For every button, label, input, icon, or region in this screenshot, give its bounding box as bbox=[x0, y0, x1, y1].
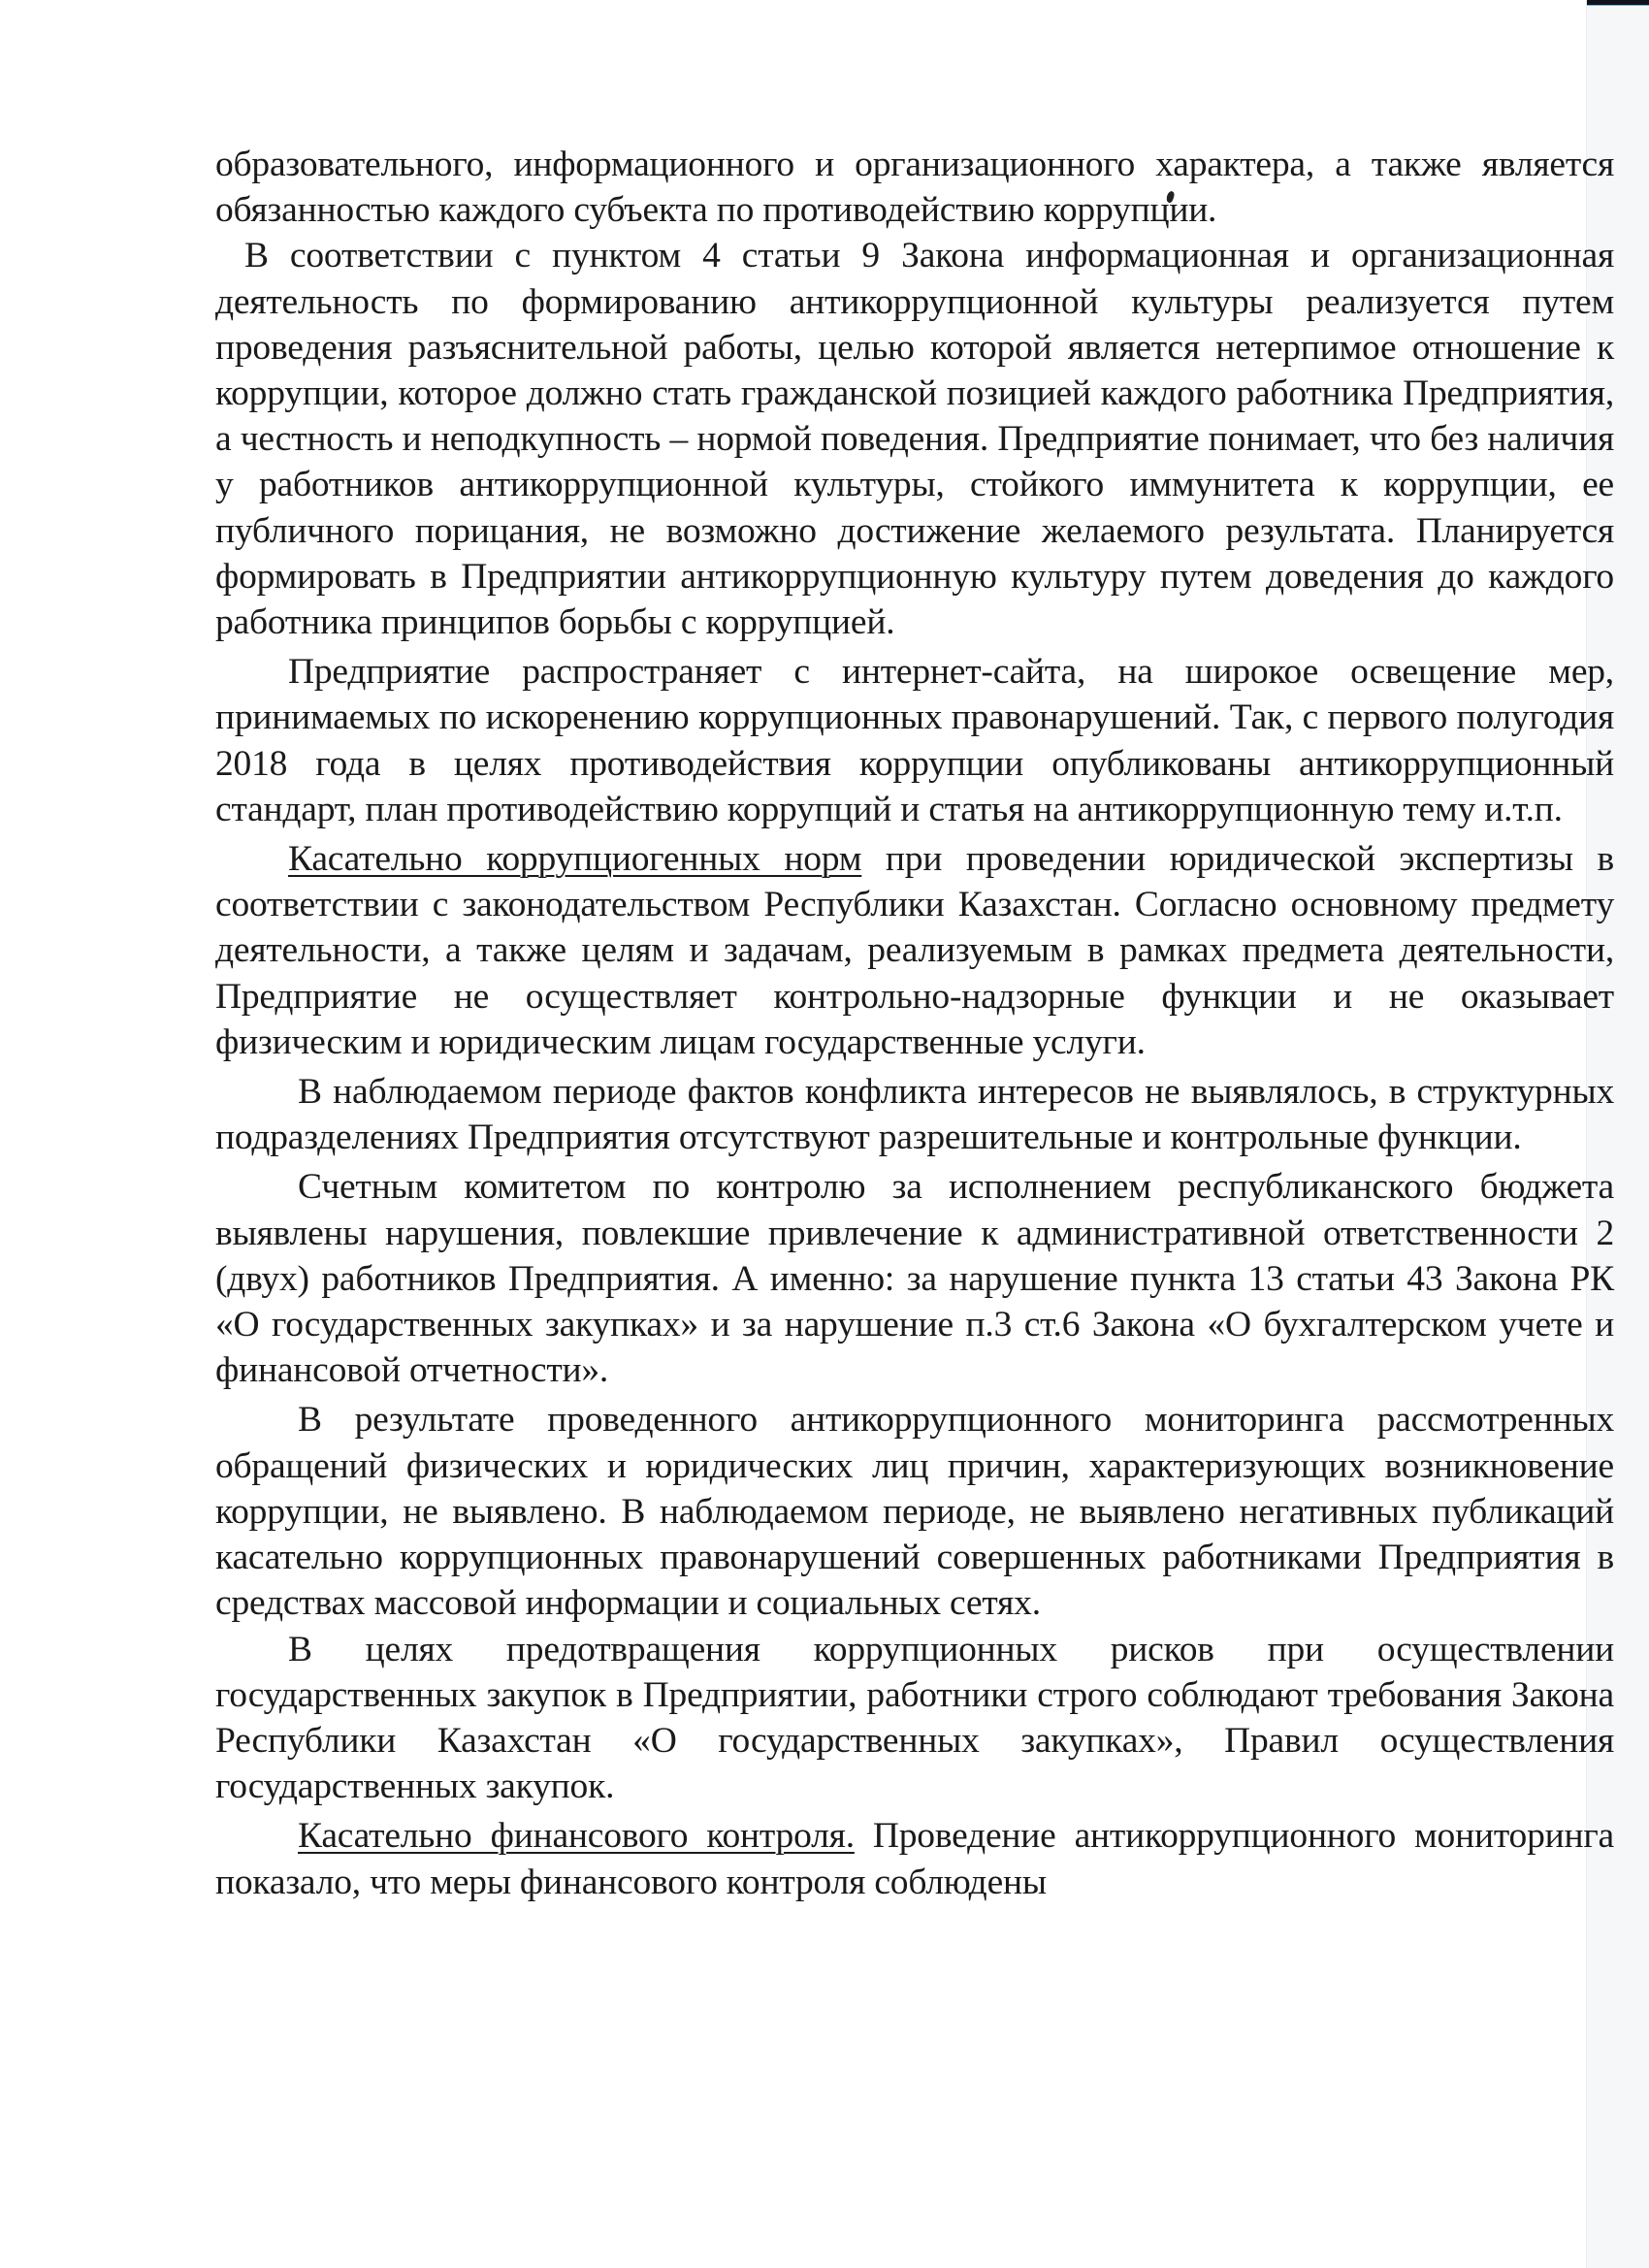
scanner-corner-mark bbox=[1587, 0, 1649, 6]
paragraph-article-9: В соответствии с пунктом 4 статьи 9 Закона информационная и организационная деятельность по формированию антикоррупционной культуры реализуется путем проведения разъяснительной работы, целью которой является нетерпимое отношение к коррупции, которое должно стать гражданской позицией каждого работника Предприятия, а честность и неподкупность – нормой поведения. Предприятие понимает, что без наличия у работников антикоррупционной культуры, стойкого иммунитета к коррупции, ее публичного порицания, не возможно достижение желаемого результата. Планируется формировать в Предприятии антикоррупционную культуру путем доведения до каждого работника принципов борьбы с коррупцией. bbox=[215, 236, 1614, 643]
paragraph-audit-committee: Счетным комитетом по контролю за исполнением республиканского бюджета выявлены нарушения, повлекшие привлечение к административной ответственности 2 (двух) работников Предприятия. А именно: за нарушение пункта 13 статьи 43 Закона РК «О государственных закупках» и за нарушение п.3 ст.6 Закона «О бухгалтерском учете и финансовой отчетности». bbox=[215, 1167, 1614, 1391]
paragraph-conflict-of-interest: В наблюдаемом периоде фактов конфликта интересов не выявлялось, в структурных подразделениях Предприятия отсутствуют разрешительные и контрольные функции. bbox=[215, 1072, 1614, 1158]
paragraph-financial-control bbox=[215, 1813, 1614, 1904]
document-page bbox=[215, 142, 1614, 1905]
paragraph-procurement: В целях предотвращения коррупционных рисков при осуществлении государственных закупок в Предприятии, работники строго соблюдают требования Закона Республики Казахстан «О государственных закупках», Правил осуществления государственных закупок. bbox=[215, 1629, 1614, 1807]
paragraph-monitoring-results: В результате проведенного антикоррупционного мониторинга рассмотренных обращений физических и юридических лиц причин, характеризующих возникновение коррупции, не выявлено. В наблюдаемом периоде, не выявлено негативных публикаций касательно коррупционных правонарушений совершенных работниками Предприятия в средствах массовой информации и социальных сетях. bbox=[215, 1400, 1614, 1624]
paragraph-corruption-norms bbox=[215, 836, 1614, 1065]
underlined-heading-corruption-norms: Касательно коррупциогенных норм bbox=[288, 839, 862, 880]
paragraph-website: Предприятие распространяет с интернет-сайта, на широкое освещение мер, принимаемых по искоренению коррупционных правонарушений. Так, с первого полугодия 2018 года в целях противодействия коррупции опубликованы антикоррупционный стандарт, план противодействию коррупций и статья на антикоррупционную тему и.т.п. bbox=[215, 652, 1614, 829]
paragraph-intro-continuation: образовательного, информационного и организационного характера, а также является обязанностью каждого субъекта по противодействию коррупции. bbox=[215, 145, 1614, 231]
paragraph-financial-control-body: Проведение антикоррупционного мониторинга показало, что меры финансового контроля соблюдены bbox=[215, 1816, 1614, 1902]
paragraph-corruption-norms-body: при проведении юридической экспертизы в соответствии с законодательством Республики Казахстан. Согласно основному предмету деятельности, а также целям и задачам, реализуемым в рамках предмета деятельности, Предприятие не осуществляет контрольно-надзорные функции и не оказывает физическим и юридическим лицам государственные услуги. bbox=[215, 839, 1614, 1062]
underlined-heading-financial-control: Касательно финансового контроля. bbox=[298, 1816, 855, 1857]
